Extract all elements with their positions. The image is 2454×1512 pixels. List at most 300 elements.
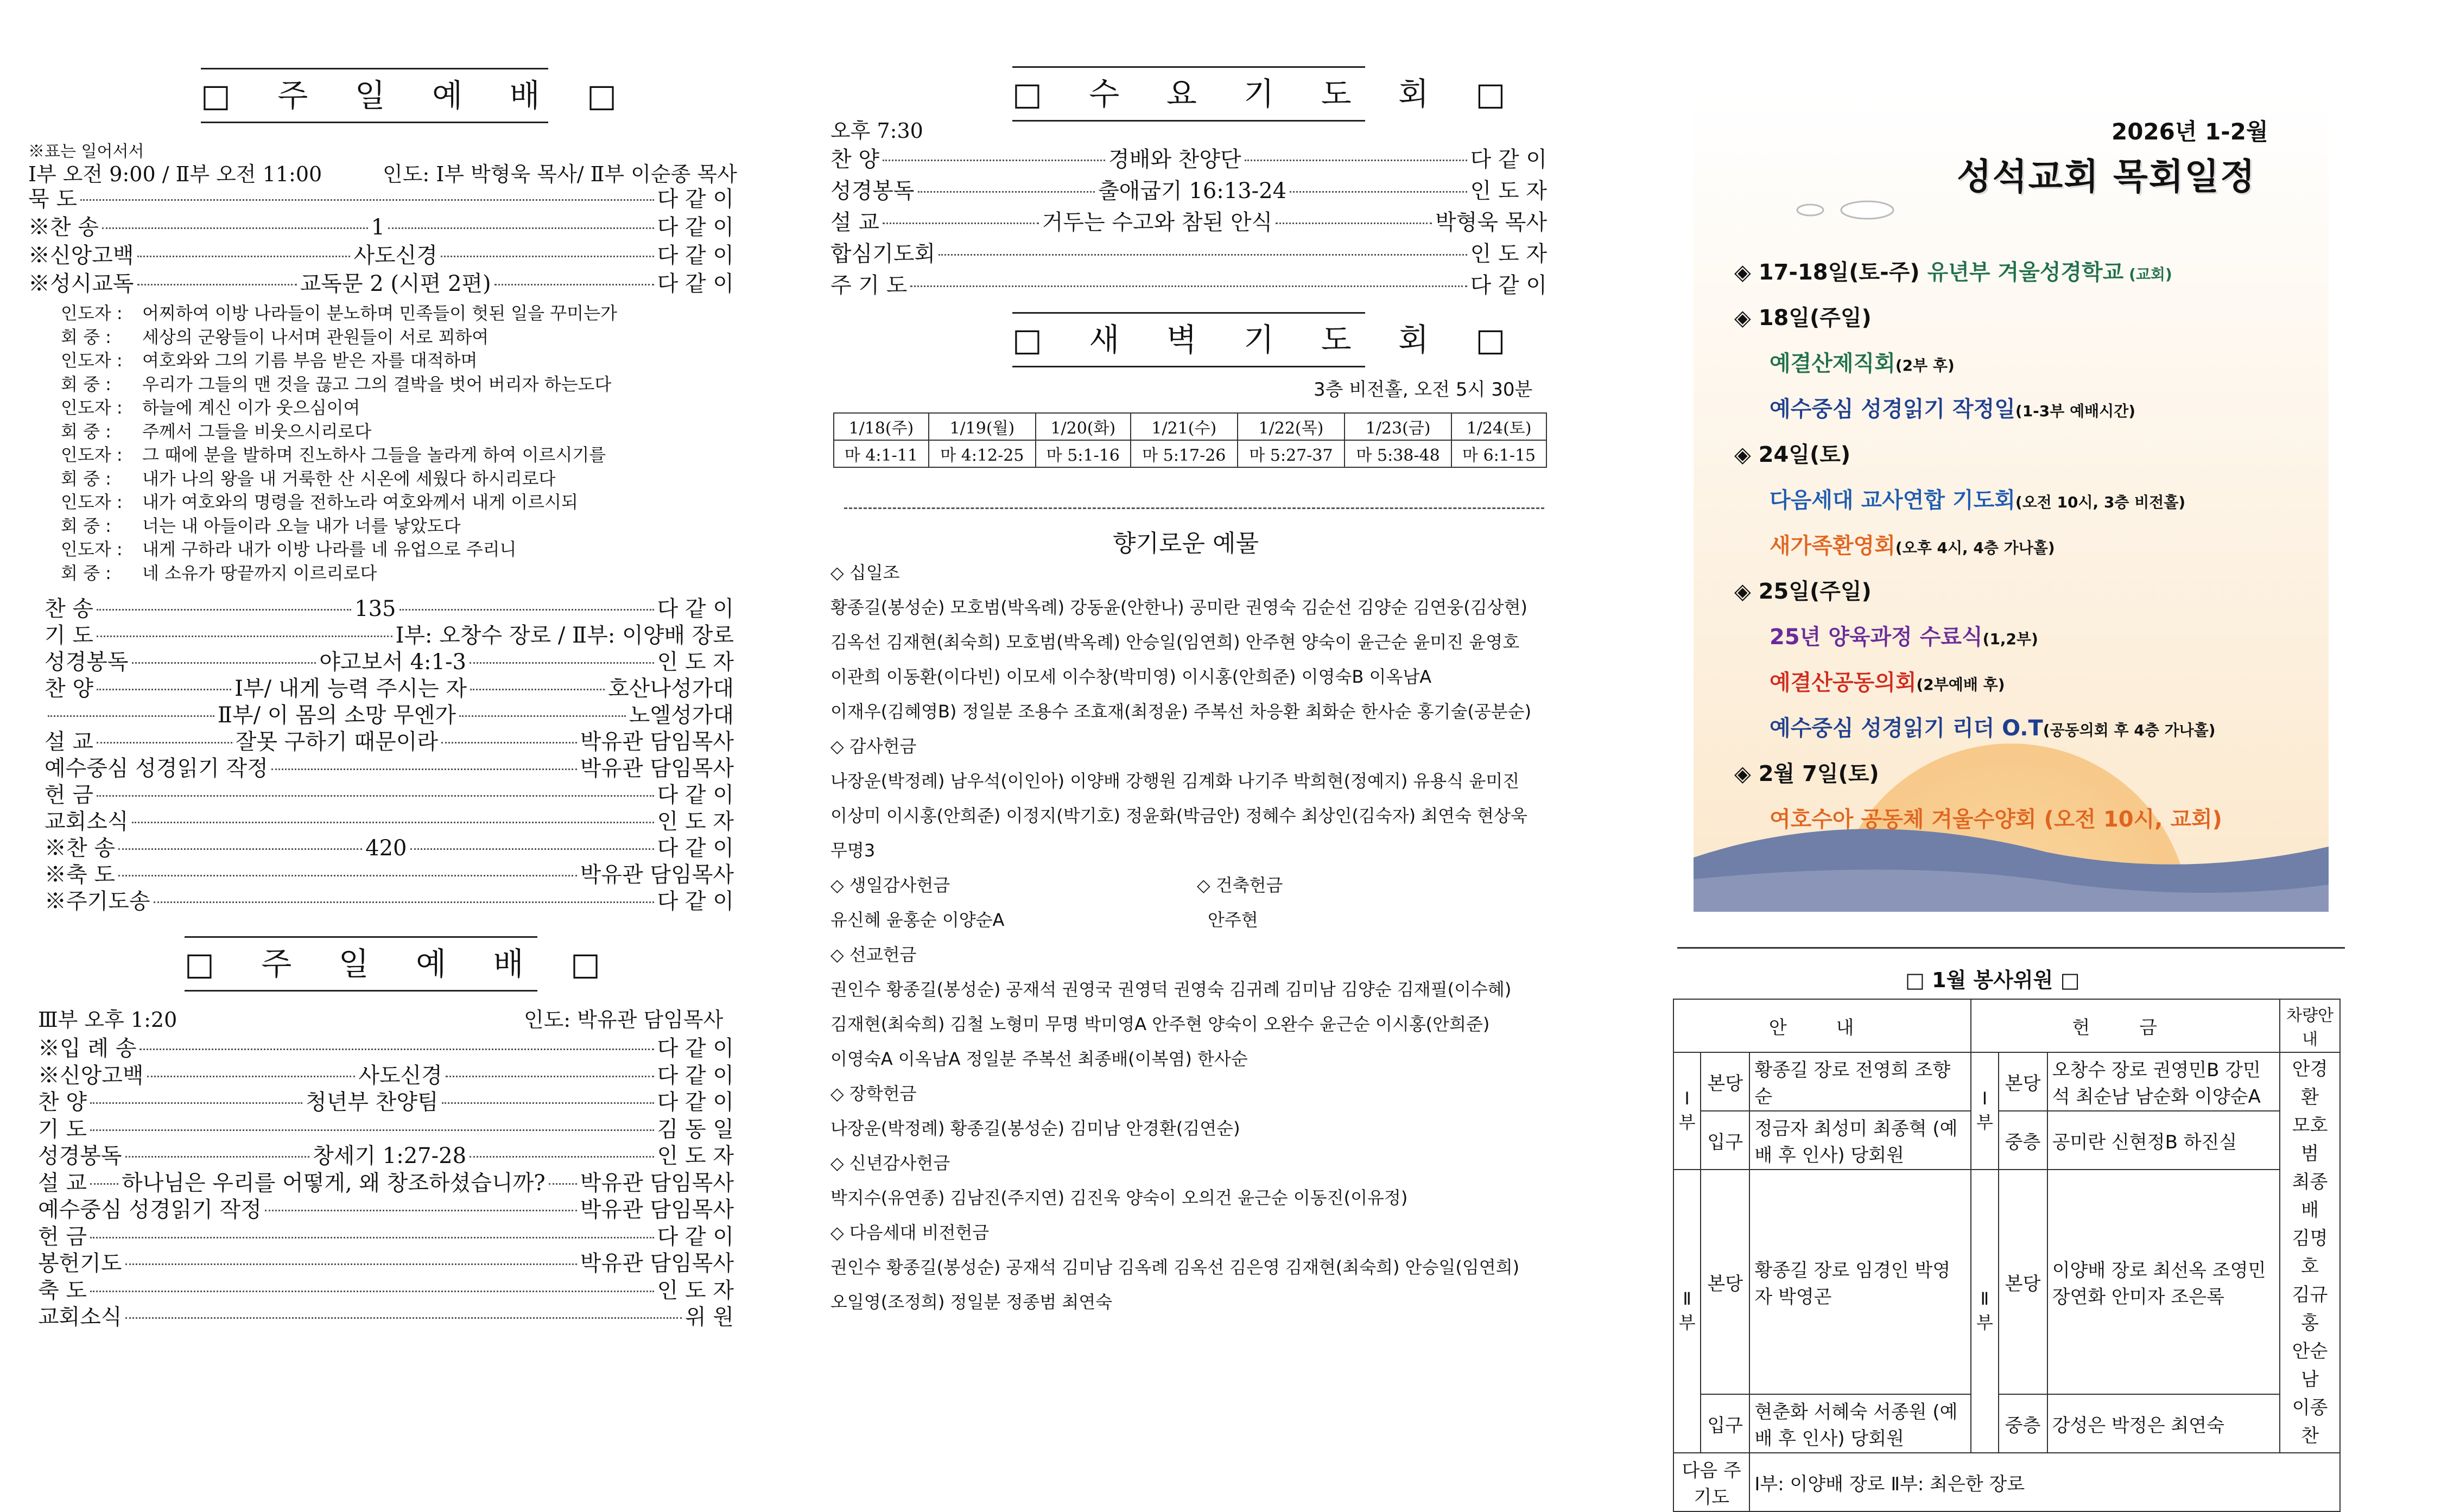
leader-dots [139,1049,654,1050]
offering-head: ◇ 감사헌금 [830,736,917,757]
schedule-event [1770,483,2185,514]
order-label: 성경봉독 [38,1143,122,1168]
responsive-line [61,396,360,420]
leader-dots [883,160,1105,161]
order-leader: 박유관 담임목사 [580,729,734,754]
schedule-date-text: ◈ 2월 7일(토) [1734,761,1879,786]
order-row [38,1192,734,1222]
schedule-date [1734,437,1850,468]
offering-names: 안주현 [1208,910,1258,930]
responsive-who: 인도자 : [61,492,123,512]
order-label: ※성시교독 [28,271,134,296]
responsive-line [61,443,606,467]
sunday3-lead: 인도: 박유관 담임목사 [524,1008,724,1032]
responsive-text: 너는 내 아들이라 오늘 내가 너를 낳았도다 [142,515,461,536]
leader-dots [1290,191,1467,193]
order-content: 1 [371,215,385,240]
dawn-day: 1/24(토) [1451,413,1546,440]
order-label: 예수중심 성경읽기 작정 [45,756,268,781]
responsive-text: 우리가 그들의 맨 것을 끊고 그의 결박을 벗어 버리자 하는도다 [142,373,612,395]
schedule-event-text: 25년 양육과정 수료식 [1770,625,1983,650]
r3-guide: 황종길 장로 임경인 박영자 박영곤 [1749,1170,1971,1394]
order-leader: 박유관 담임목사 [580,756,734,781]
order-content: 거두는 수고와 참된 안식 [1042,210,1273,235]
car-list [2280,1052,2340,1453]
order-label: 성경봉독 [830,179,915,204]
order-label: 묵 도 [28,187,77,212]
order-content: 야고보서 4:1-3 [319,650,466,675]
schedule-date-text: ◈ 25일(주일) [1734,579,1872,604]
schedule-event [1770,665,2005,696]
leader-dots [90,1237,654,1238]
order-leader: 호산나성가대 [608,676,734,701]
part2-label: Ⅱ부 [1673,1170,1701,1453]
leader-dots [90,1102,302,1104]
r2-offer: 공미란 신현정B 하진실 [2047,1111,2280,1170]
order-leader: 다 같 이 [657,271,734,296]
leader-dots [442,1102,654,1104]
order-label: 기 도 [45,623,93,648]
leader-dots [265,1210,577,1211]
leader-dots [118,875,577,876]
order-leader: 다 같 이 [657,243,734,268]
offering-head: ◇ 십일조 [830,562,900,583]
offering-names: 권인수 황종길(봉성순) 공재석 김미남 김옥례 김옥선 김은영 김재현(최숙희) 안승일(임연희) [830,1257,1520,1278]
order-leader: 다 같 이 [657,1036,734,1061]
order-row [830,205,1547,235]
order-row [38,1112,734,1142]
leader-dots [910,285,1467,287]
r4-lab: 입구 [1701,1394,1749,1453]
order-content: 135 [354,596,396,621]
stand-note: ※표는 일어서서 [28,142,144,161]
volunteers-title: □ 1월 봉사위원 □ [1905,968,2080,992]
dawn-day: 1/18(주) [834,413,929,440]
sunday1-title: □ 주 일 예 배 □ [201,68,548,123]
offering-head: ◇ 선교헌금 [830,944,917,965]
order-content: 사도신경 [358,1063,442,1088]
sunday1-lead: 인도: Ⅰ부 박형욱 목사/ Ⅱ부 이순종 목사 [383,162,737,186]
order-content: 창세기 1:27-28 [313,1143,467,1168]
order-row [28,182,734,212]
order-label: 설 교 [38,1170,87,1196]
order-row [38,1085,734,1115]
order-leader: 다 같 이 [1470,147,1548,172]
divider [844,507,1544,509]
leader-dots [97,636,392,637]
leader-dots [132,662,316,664]
r1-lab: 본당 [1701,1052,1749,1111]
offering-names: 이영숙A 이옥남A 정일분 주복선 최종배(이복염) 한사순 [830,1049,1248,1069]
leader-dots [459,715,626,717]
leader-dots [132,822,654,823]
offering-names: 권인수 황종길(봉성순) 공재석 권영국 권영덕 권영숙 김귀례 김미남 김양순 김재필(이수혜) [830,979,1512,1000]
offering-names: 이관희 이동환(이다빈) 이모세 이수창(박미영) 이시홍(안희준) 이영숙B 이옥남A [830,666,1432,687]
schedule-event-text: 예결산제직회 [1770,351,1895,376]
order-label: 주 기 도 [830,273,908,298]
leader-dots [102,227,368,229]
leader-dots [90,1291,654,1292]
responsive-text: 그 때에 분을 발하며 진노하사 그들을 놀라게 하여 이르시기를 [142,444,606,465]
r1-olab: 본당 [1999,1052,2047,1111]
schedule-event [1770,346,1955,377]
offering-names: 나장운(박정례) 황종길(봉성순) 김미남 안경환(김연순) [830,1118,1240,1139]
r1-guide: 황종길 장로 전영희 조향순 [1749,1052,1971,1111]
car-volunteer: 안경환 [2292,1058,2328,1108]
schedule-event [1770,711,2216,742]
schedule-note: (2부 후) [1895,357,1955,374]
dawn-text: 마 4:12-25 [929,440,1036,467]
order-row [38,1273,734,1303]
schedule-date [1734,757,1879,787]
order-row [38,1058,734,1088]
leader-dots [48,715,214,717]
order-content: 교독문 2 (시편 2편) [300,271,491,296]
order-leader: 다 같 이 [657,1090,734,1115]
order-label: 찬 송 [45,596,93,621]
order-row [45,751,734,781]
schedule-note: (교회) [2123,265,2172,283]
r2-olab: 중층 [1999,1111,2047,1170]
offering-names: 유신혜 윤홍순 이양순A [830,910,1005,930]
order-leader: 박유관 담임목사 [580,862,734,887]
responsive-text: 내가 여호와의 명령을 전하노라 여호와께서 내게 이르시되 [142,492,578,512]
order-leader: 김 동 일 [657,1116,734,1142]
schedule-note: (2부예배 후) [1916,676,2005,694]
r2-lab: 입구 [1701,1111,1749,1170]
offering-head: ◇ 건축헌금 [1197,875,1283,895]
order-content: 사도신경 [353,243,437,268]
responsive-text: 내게 구하라 내가 이방 나라를 네 유업으로 주리니 [142,539,517,560]
order-row [830,237,1547,264]
responsive-who: 인도자 : [61,397,123,418]
order-row [28,210,734,240]
order-content: 청년부 찬양팀 [306,1090,439,1115]
offering-head: ◇ 신년감사헌금 [830,1153,950,1173]
order-leader: 인 도 자 [657,809,734,834]
order-leader: 위 원 [685,1305,734,1330]
dawn-place: 3층 비전홀, 오전 5시 30분 [1314,379,1533,401]
schedule-event-text: 새가족환영회 [1770,533,1895,558]
order-label: 기 도 [38,1116,87,1142]
order-row [45,698,734,728]
dawn-text: 마 4:1-11 [834,440,929,467]
part1-label-offer: Ⅰ부 [1971,1052,1998,1170]
responsive-who: 회 중 : [61,562,111,583]
leader-dots [939,254,1467,256]
order-leader: 다 같 이 [657,836,734,861]
sunday1-time: Ⅰ부 오전 9:00 / Ⅱ부 오전 11:00 [28,162,322,186]
offering-title: 향기로운 예물 [1113,530,1259,557]
dawn-day: 1/23(금) [1345,413,1451,440]
part1-label: Ⅰ부 [1673,1052,1701,1170]
leader-dots [97,795,654,797]
order-leader: 다 같 이 [657,783,734,808]
car-volunteer: 안순남 [2292,1341,2328,1390]
leader-dots [80,199,654,201]
order-leader: 다 같 이 [657,889,734,914]
order-label: 축 도 [38,1278,87,1303]
order-leader: 다 같 이 [657,596,734,621]
order-label: ※입 례 송 [38,1036,137,1061]
r4-offer: 강성은 박정은 최연숙 [2047,1394,2280,1453]
leader-dots [137,256,351,257]
schedule-event-text: 유년부 겨울성경학교 [1919,260,2124,285]
leader-dots [125,1317,682,1319]
schedule-note: (오후 4시, 4층 가나홀) [1895,539,2055,557]
leader-dots [470,1156,654,1158]
responsive-line [61,301,617,325]
schedule-year: 2026년 1-2월 [2111,118,2268,145]
order-content: 하나님은 우리를 어떻게, 왜 창조하셨습니까? [122,1170,546,1196]
order-label: 찬 양 [830,147,879,172]
responsive-who: 회 중 : [61,515,111,536]
responsive-who: 인도자 : [61,444,123,465]
order-row [45,804,734,834]
order-row [45,884,734,914]
leader-dots [883,223,1039,224]
schedule-note: (오전 10시, 3층 비전홀) [2015,493,2186,511]
leader-dots [470,689,605,690]
offering-names: 김옥선 김재현(최숙희) 모호범(박옥례) 안승일(임연희) 안주현 양숙이 윤근순 윤미진 윤영호 [830,632,1520,652]
order-row [45,645,734,675]
order-label: 찬 양 [45,676,93,701]
schedule-event [1770,392,2135,423]
order-row [38,1246,734,1276]
leader-dots [97,689,231,690]
order-content: Ⅰ부/ 내게 능력 주시는 자 [234,676,467,701]
order-label: 성경봉독 [45,650,129,675]
responsive-who: 인도자 : [61,539,123,560]
order-leader: 박유관 담임목사 [580,1197,734,1222]
leader-dots [125,1156,310,1158]
car-volunteer: 김명호 [2292,1228,2328,1278]
dawn-day: 1/22(목) [1238,413,1345,440]
order-label: 설 교 [830,210,879,235]
leader-dots [494,284,654,285]
leader-dots [90,1129,654,1131]
offering-names: 오일영(조정희) 정일분 정종범 최연숙 [830,1292,1113,1312]
order-label: 설 교 [45,729,93,754]
order-label: 봉헌기도 [38,1251,122,1276]
order-leader: 다 같 이 [657,187,734,212]
responsive-who: 회 중 : [61,421,111,442]
leader-dots [118,848,362,850]
responsive-line [61,325,489,349]
responsive-who: 회 중 : [61,373,111,395]
offering-names: 나장운(박정례) 남우석(이인아) 이양배 강행원 김계화 나기주 박희현(정예지) 유용식 윤미진 [830,771,1520,791]
order-label: ※축 도 [45,862,115,887]
order-row [38,1300,734,1330]
leader-dots [441,742,577,744]
r4-guide: 현춘화 서혜숙 서종원 (예배 후 인사) 당회원 [1749,1394,1971,1453]
order-leader: 다 같 이 [657,1063,734,1088]
schedule-event [1770,802,2222,833]
responsive-text: 여호와와 그의 기름 부음 받은 자를 대적하며 [142,350,478,371]
order-content: Ⅱ부/ 이 몸의 소망 무엔가 [217,703,456,728]
responsive-line [61,490,578,514]
sunday3-title: □ 주 일 예 배 □ [185,936,537,992]
volunteers-table [1673,999,2341,1512]
responsive-who: 회 중 : [61,468,111,489]
schedule-event-text: 예수중심 성경읽기 작정일 [1770,397,2015,422]
responsive-text: 주께서 그들을 비웃으시리로다 [142,421,372,442]
leader-dots [918,191,1095,193]
next-prayer: Ⅰ부: 이양배 장로 Ⅱ부: 최은한 장로 [1749,1453,2340,1511]
car-volunteer: 최종배 [2292,1171,2328,1221]
schedule-event [1770,529,2055,560]
schedule-event-text: 예결산공동의회 [1770,670,1917,695]
car-volunteer: 이종찬 [2292,1397,2328,1447]
leader-dots [147,1076,356,1077]
order-leader: 박유관 담임목사 [580,1170,734,1196]
order-row [45,592,734,619]
offer-header: 헌 금 [1971,999,2280,1052]
responsive-text: 내가 나의 왕을 내 거룩한 산 시온에 세웠다 하시리로다 [142,468,556,489]
offering-head: ◇ 다음세대 비전헌금 [830,1222,990,1243]
cloud-shape-2 [1797,205,1823,215]
order-row [38,1219,734,1247]
order-leader: 다 같 이 [657,1224,734,1249]
dawn-day: 1/20(화) [1036,413,1131,440]
order-row [45,778,734,808]
order-leader: 인 도 자 [1470,179,1548,204]
sunday3-time: Ⅲ부 오후 1:20 [38,1008,177,1032]
order-row [830,268,1547,298]
leader-dots [1245,160,1467,161]
r3-olab: 본당 [1999,1170,2047,1394]
schedule-date [1734,574,1872,605]
schedule-date [1734,255,2172,286]
leader-dots [125,1263,577,1265]
schedule-date [1734,301,1872,332]
order-row [38,1031,734,1061]
order-leader: 박유관 담임목사 [580,1251,734,1276]
leader-dots [549,1183,577,1185]
offering-names: 이재우(김혜영B) 정일분 조용수 조효재(최정윤) 주복선 차응환 최화순 한사순 홍기술(공분순) [830,701,1532,722]
schedule-note: (1-3부 예배시간) [2015,402,2136,420]
dawn-text: 마 5:17-26 [1131,440,1238,467]
leader-dots [97,609,351,611]
order-row [45,831,734,861]
r3-offer: 이양배 장로 최선옥 조영민 장연화 안미자 조은록 [2047,1170,2280,1394]
schedule-event-text: 다음세대 교사연합 기도회 [1770,488,2015,513]
dawn-text: 마 6:1-15 [1451,440,1546,467]
order-label: 헌 금 [45,783,93,808]
schedule-note: (1,2부) [1982,630,2038,648]
order-label: 예수중심 성경읽기 작정 [38,1197,262,1222]
order-label: ※찬 송 [45,836,115,861]
responsive-line [61,420,371,443]
order-row [28,238,734,268]
r4-olab: 중층 [1999,1394,2047,1453]
order-row [830,174,1548,204]
order-leader: 인 도 자 [657,1143,734,1168]
order-label: ※찬 송 [28,215,99,240]
leader-dots [271,768,577,770]
dawn-text: 마 5:1-16 [1036,440,1131,467]
offering-names: 황종길(봉성순) 모호범(박옥례) 강동윤(안한나) 공미란 권영숙 김순선 김양순 김연웅(김상현) [830,597,1527,618]
offering-names: 이상미 이시홍(안희준) 이정지(박기호) 정윤화(박금안) 정혜수 최상인(김숙자) 최연숙 현상욱 [830,805,1527,826]
leader-dots [470,662,654,664]
order-content: 경배와 찬양단 [1108,147,1241,172]
wednesday-title: □ 수 요 기 도 회 □ [1012,66,1365,122]
offering-head: ◇ 장학헌금 [830,1083,917,1104]
dawn-text: 마 5:38-48 [1345,440,1451,467]
order-label: 헌 금 [38,1224,87,1249]
order-row [45,618,734,648]
cloud-shape [1841,201,1893,219]
schedule-date-text: ◈ 18일(주일) [1734,306,1872,331]
responsive-who: 회 중 : [61,326,111,347]
order-label: ※신앙고백 [38,1063,144,1088]
order-leader: 인 도 자 [657,650,734,675]
responsive-text: 어찌하여 이방 나라들이 분노하며 민족들이 헛된 일을 꾸미는가 [142,303,617,323]
order-leader: 노엘성가대 [629,703,734,728]
responsive-line [61,467,555,491]
order-leader: 인 도 자 [1470,242,1547,266]
leader-dots [400,609,654,611]
responsive-line [61,372,611,396]
schedule-note: (공동의회 후 4층 가나홀) [2043,721,2216,739]
order-leader: 다 같 이 [1470,273,1547,298]
leader-dots [90,1183,118,1185]
wednesday-time: 오후 7:30 [830,119,923,143]
order-row [28,266,734,294]
leader-dots [441,256,654,257]
guide-header: 안 내 [1673,999,1971,1052]
order-label: 교회소식 [45,809,129,834]
leader-dots [137,284,297,285]
responsive-text: 세상의 군왕들이 나서며 관원들이 서로 꾀하여 [142,326,489,347]
responsive-line [61,514,461,538]
order-leader: Ⅰ부: 오창수 장로 / Ⅱ부: 이양배 장로 [395,623,734,648]
offering-names: 무명3 [830,840,876,861]
order-label: ※신앙고백 [28,243,134,268]
dawn-text: 마 5:27-37 [1238,440,1345,467]
order-row [45,725,734,752]
car-volunteer: 김규홍 [2292,1284,2328,1334]
order-label: 교회소식 [38,1305,122,1330]
r3-lab: 본당 [1701,1170,1749,1394]
leader-dots [388,227,654,229]
car-volunteer: 모호범 [2292,1115,2328,1165]
order-row [45,671,734,701]
dawn-title: □ 새 벽 기 도 회 □ [1012,312,1365,367]
order-row [45,857,734,885]
r1-offer: 오창수 장로 권영민B 강민석 최순남 남순화 이양순A [2047,1052,2280,1111]
responsive-text: 네 소유가 땅끝까지 이르리로다 [142,562,377,583]
responsive-who: 인도자 : [61,350,123,371]
schedule-event-text: 예수중심 성경읽기 리더 O.T [1770,716,2043,741]
order-content: 420 [365,836,407,861]
leader-dots [154,901,654,903]
order-row [830,142,1548,172]
offering-names: 김재현(최숙희) 김철 노형미 무명 박미영A 안주현 양숙이 오완수 윤근순 이시홍(안희준) [830,1014,1490,1034]
schedule-date-text: ◈ 17-18일(토-주) [1734,260,1920,285]
responsive-line [61,348,477,372]
order-content: 출애굽기 16:13-24 [1098,179,1287,204]
car-header: 차량안내 [2280,999,2340,1052]
leader-dots [446,1076,654,1077]
schedule-event [1770,620,2038,651]
leader-dots [97,742,232,744]
offering-names: 박지수(유연종) 김남진(주지연) 김진욱 양숙이 오의건 윤근순 이동진(이유정) [830,1187,1408,1208]
schedule-date-text: ◈ 24일(토) [1734,442,1851,467]
leader-dots [1276,223,1432,224]
order-row [38,1166,734,1196]
order-label: ※주기도송 [45,889,150,914]
